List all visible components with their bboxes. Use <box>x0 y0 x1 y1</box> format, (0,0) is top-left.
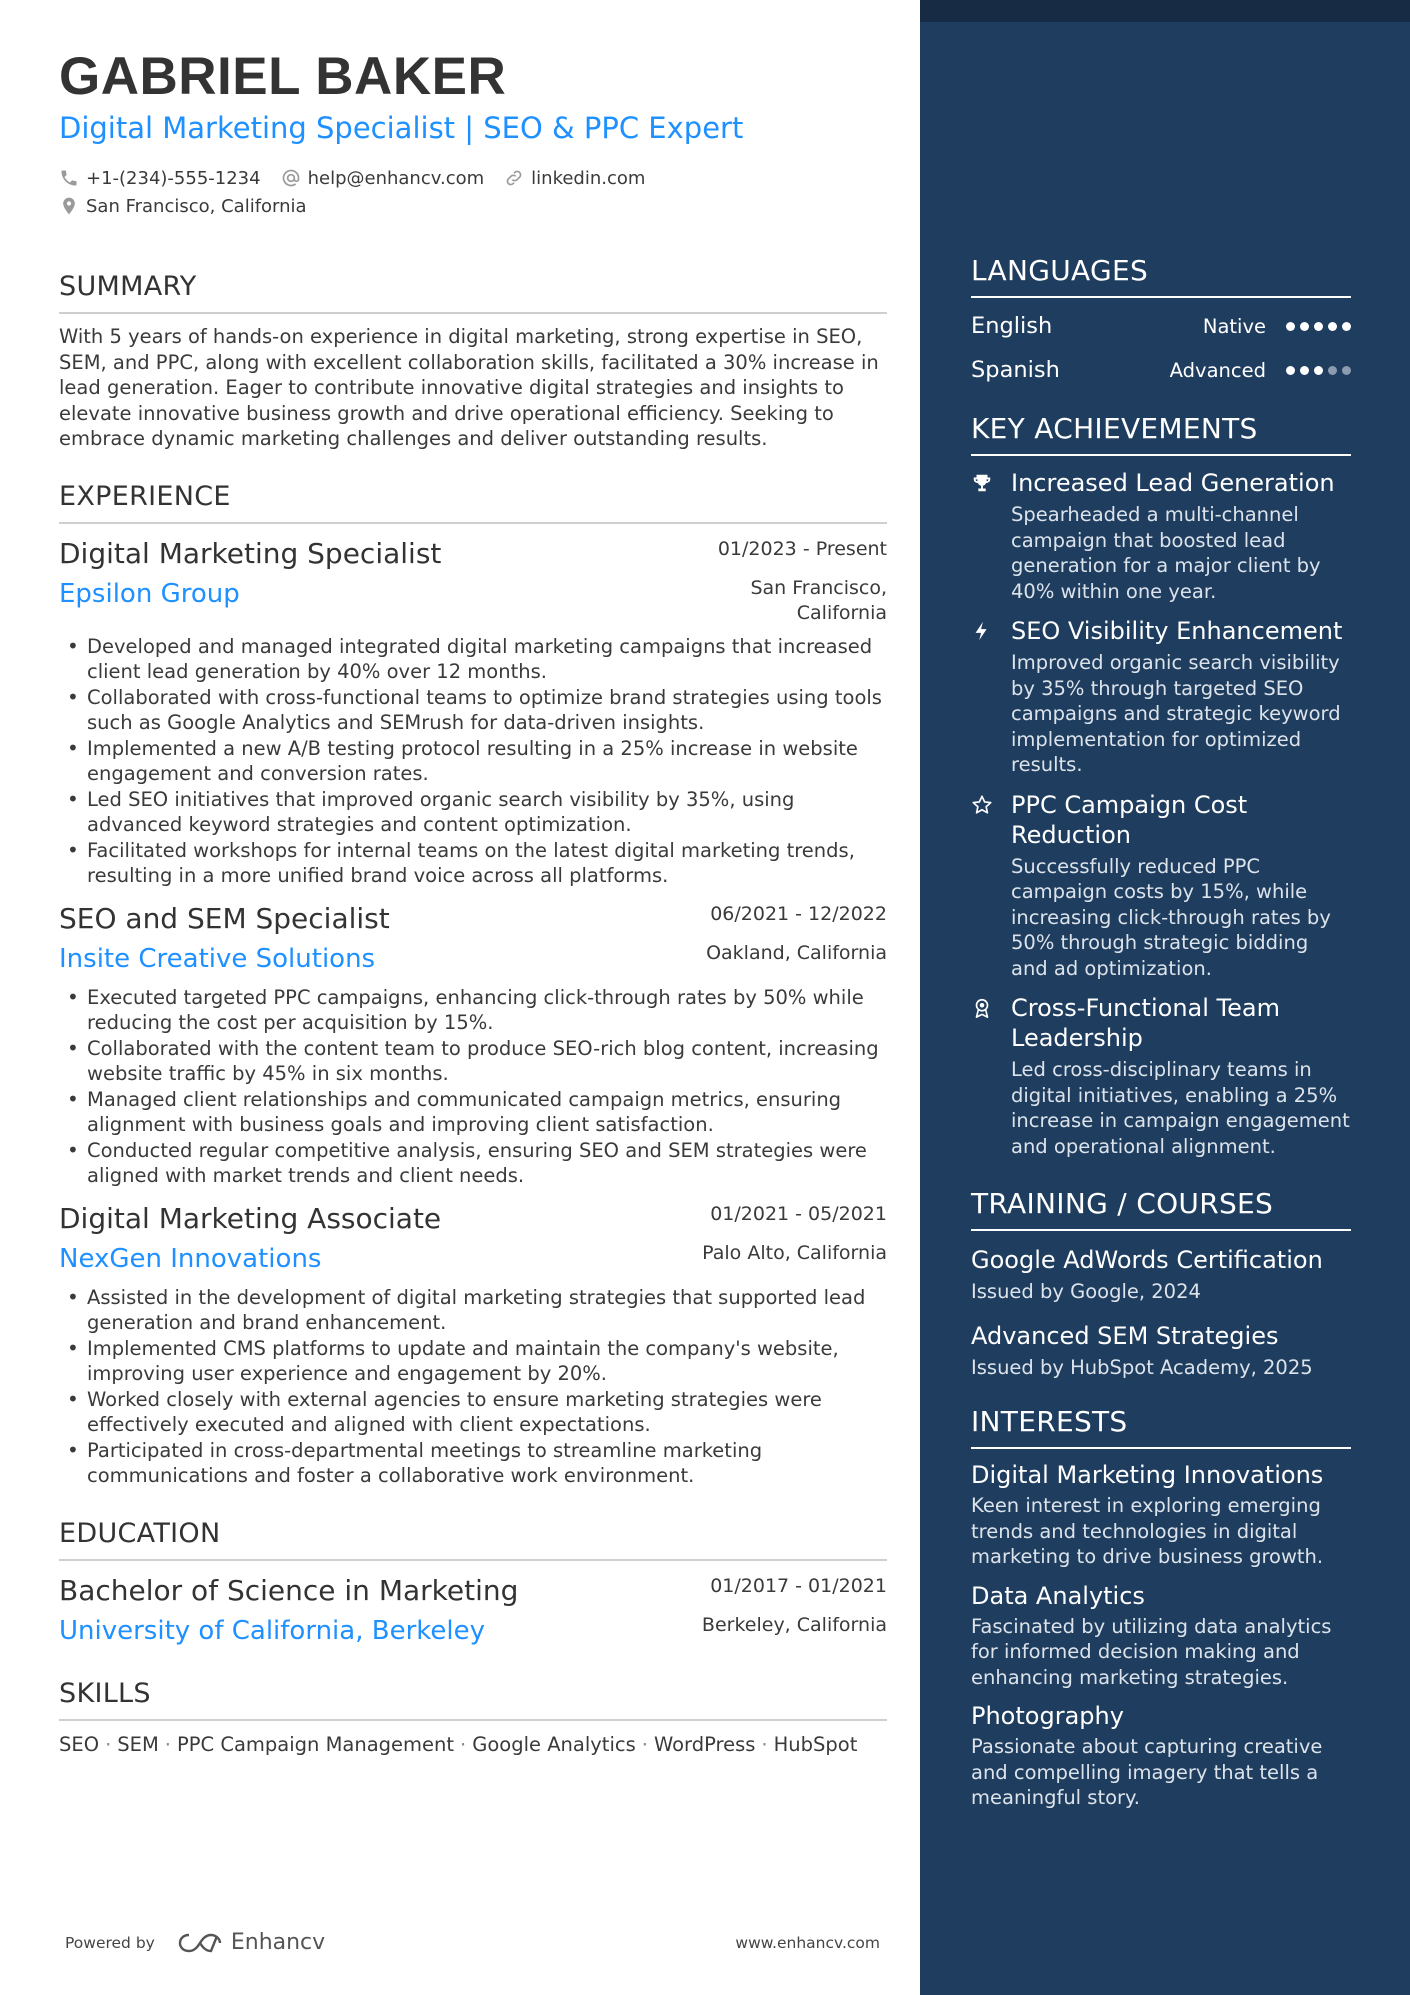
interest-item <box>971 1459 1351 1570</box>
star-icon <box>971 794 993 816</box>
interest-item <box>971 1580 1351 1691</box>
job-location-line2: California <box>796 601 887 624</box>
medal-icon <box>971 997 993 1019</box>
rating-dot <box>1342 322 1351 331</box>
summary-text: With 5 years of hands-on experience in digital marketing, strong expertise in SEO, SEM, and PPC, along with excellent collaboration skills, facilitated a 30% increase in lead generation. Eager to contribute innovative digital strategies and insights to elevate innovative business growth and drive operational efficiency. Seeking to embrace dynamic marketing challenges and deliver outstanding results. <box>59 325 879 450</box>
job-company: Epsilon Group <box>59 578 240 609</box>
skill-item: WordPress <box>653 1732 756 1756</box>
candidate-name: GABRIEL BAKER <box>59 47 507 106</box>
job-company: Insite Creative Solutions <box>59 943 376 974</box>
footer <box>65 1930 880 1955</box>
interests-heading: INTERESTS <box>971 1405 1351 1449</box>
email-contact[interactable] <box>281 168 485 189</box>
rating-dot <box>1300 322 1309 331</box>
course-issuer: Issued by HubSpot Academy, 2025 <box>971 1356 1313 1379</box>
course-name: Advanced SEM Strategies <box>971 1322 1279 1350</box>
interests-list <box>971 1459 1351 1811</box>
at-icon <box>281 168 301 188</box>
achievement-item <box>971 790 1351 982</box>
education-entry <box>59 1571 887 1649</box>
job-location: Palo Alto, California <box>702 1241 887 1264</box>
language-rating <box>1286 322 1351 331</box>
interest-item <box>971 1700 1351 1811</box>
school: University of California, Berkeley <box>59 1615 485 1646</box>
interest-desc: Fascinated by utilizing data analytics for informed decision making and enhancing marketing strategies. <box>971 1614 1332 1689</box>
language-name: Spanish <box>971 357 1060 383</box>
job-bullets <box>59 634 887 889</box>
job-entry <box>59 899 887 1189</box>
skill-item: HubSpot <box>773 1732 858 1756</box>
language-rating <box>1286 366 1351 375</box>
job-bullet: • Assisted in the development of digital marketing strategies that supported lead generation and brand enhancement. <box>59 1285 887 1336</box>
rating-dot <box>1300 366 1309 375</box>
achievement-desc: Spearheaded a multi-channel campaign that boosted lead generation for a major client by 40% within one year. <box>1011 503 1321 603</box>
footer-url[interactable]: www.enhancv.com <box>735 1933 880 1952</box>
powered-by <box>65 1930 325 1955</box>
achievements-heading: KEY ACHIEVEMENTS <box>971 412 1351 456</box>
summary-heading: SUMMARY <box>59 270 887 314</box>
job-bullet: • Executed targeted PPC campaigns, enhancing click-through rates by 50% while reducing the cost per acquisition by 15%. <box>59 985 887 1036</box>
job-dates: 06/2021 - 12/2022 <box>710 902 887 925</box>
language-item <box>971 348 1351 392</box>
languages-list <box>971 304 1351 392</box>
enhancv-logo-icon <box>177 1931 223 1955</box>
interest-desc: Passionate about capturing creative and compelling imagery that tells a meaningful story. <box>971 1735 1323 1809</box>
training-list <box>971 1243 1351 1383</box>
location-contact <box>59 196 307 217</box>
skills-list: SEO · SEM · PPC Campaign Management · Google Analytics · WordPress · HubSpot <box>59 1732 858 1756</box>
job-dates: 01/2021 - 05/2021 <box>710 1202 887 1225</box>
job-location-line1: San Francisco, <box>750 576 887 599</box>
sidebar <box>920 0 1410 1995</box>
job-bullet: • Conducted regular competitive analysis, ensuring SEO and SEM strategies were aligned with market trends and client needs. <box>59 1138 887 1189</box>
achievement-title: Cross-Functional Team Leadership <box>1011 994 1280 1052</box>
language-name: English <box>971 313 1053 339</box>
job-role: Digital Marketing Associate <box>59 1201 442 1235</box>
job-entry <box>59 1199 887 1489</box>
education-heading: EDUCATION <box>59 1517 887 1561</box>
main-column <box>59 44 887 1756</box>
achievement-desc: Led cross-disciplinary teams in digital initiatives, enabling a 25% increase in campaign engagement and operational alignment. <box>1011 1058 1350 1158</box>
linkedin-text[interactable]: linkedin.com <box>531 167 646 189</box>
job-bullet: • Facilitated workshops for internal teams on the latest digital marketing trends, resulting in a more unified brand voice across all platforms. <box>59 838 887 889</box>
job-bullet: • Implemented CMS platforms to update and maintain the company's website, improving user experience and engagement by 20%. <box>59 1336 887 1387</box>
location-pin-icon <box>59 196 79 216</box>
achievement-title: SEO Visibility Enhancement <box>1011 617 1343 645</box>
lightning-icon <box>971 620 993 642</box>
achievements-list <box>971 468 1351 1159</box>
phone-text: +1-(234)-555-1234 <box>86 167 261 189</box>
achievement-title: PPC Campaign Cost Reduction <box>1011 790 1248 849</box>
achievement-title: Increased Lead Generation <box>1011 469 1335 497</box>
course-issuer: Issued by Google, 2024 <box>971 1280 1201 1303</box>
rating-dot <box>1314 322 1323 331</box>
achievement-item <box>971 993 1351 1159</box>
experience-heading: EXPERIENCE <box>59 480 887 524</box>
contact-info <box>59 164 887 220</box>
phone-icon <box>59 168 79 188</box>
job-bullet: • Developed and managed integrated digital marketing campaigns that increased client lead generation by 40% over 12 months. <box>59 634 887 685</box>
achievement-desc: Improved organic search visibility by 35% through targeted SEO campaigns and strategic keyword implementation for optimized results. <box>1011 651 1341 776</box>
job-bullet: • Worked closely with external agencies to ensure marketing strategies were effectively executed and aligned with client expectations. <box>59 1387 887 1438</box>
job-dates: 01/2023 - Present <box>717 537 887 560</box>
interest-name: Digital Marketing Innovations <box>971 1461 1324 1489</box>
achievement-desc: Successfully reduced PPC campaign costs by 15%, while increasing click-through rates by 50% through strategic bidding and ad optimization. <box>1011 854 1331 980</box>
job-bullets <box>59 985 887 1189</box>
achievement-item <box>971 616 1351 778</box>
job-bullet: • Participated in cross-departmental meetings to streamline marketing communications and foster a collaborative work environment. <box>59 1438 887 1489</box>
skill-item: SEO <box>59 1732 100 1756</box>
course-name: Google AdWords Certification <box>971 1246 1323 1274</box>
skill-item: Google Analytics <box>472 1732 636 1756</box>
skill-item: SEM <box>117 1732 159 1756</box>
job-bullet: • Collaborated with the content team to produce SEO-rich blog content, increasing website traffic by 45% in six months. <box>59 1036 887 1087</box>
rating-dot <box>1286 366 1295 375</box>
interest-name: Data Analytics <box>971 1581 1145 1610</box>
job-bullet: • Managed client relationships and communicated campaign metrics, ensuring alignment with business goals and improving client satisfaction. <box>59 1087 887 1138</box>
rating-dot <box>1314 366 1323 375</box>
linkedin-contact[interactable] <box>504 168 645 189</box>
language-level: Native <box>1202 314 1266 338</box>
job-bullets <box>59 1285 887 1489</box>
powered-by-label: Powered by <box>65 1933 155 1952</box>
job-location: Oakland, California <box>706 941 887 964</box>
interest-desc: Keen interest in exploring emerging trends and technologies in digital marketing to drive business growth. <box>971 1494 1324 1568</box>
achievement-item <box>971 468 1351 604</box>
interest-name: Photography <box>971 1702 1124 1730</box>
job-role: Digital Marketing Specialist <box>59 536 442 570</box>
job-bullet: • Led SEO initiatives that improved organic search visibility by 35%, using advanced keyword strategies and content optimization. <box>59 787 887 838</box>
course-item <box>971 1319 1351 1383</box>
rating-dot <box>1328 322 1337 331</box>
location-text: San Francisco, California <box>86 195 307 217</box>
job-bullet: • Implemented a new A/B testing protocol resulting in a 25% increase in website engagement and conversion rates. <box>59 736 887 787</box>
link-icon <box>504 168 524 188</box>
job-bullet: • Collaborated with cross-functional teams to optimize brand strategies using tools such as Google Analytics and SEMrush for data-driven insights. <box>59 685 887 736</box>
training-heading: TRAINING / COURSES <box>971 1187 1351 1231</box>
job-company: NexGen Innovations <box>59 1243 322 1274</box>
rating-dot <box>1286 322 1295 331</box>
education-location: Berkeley, California <box>701 1613 887 1636</box>
education-dates: 01/2017 - 01/2021 <box>710 1574 887 1597</box>
sidebar-content <box>971 254 1351 1811</box>
enhancv-logo[interactable] <box>177 1930 325 1955</box>
job-entry <box>59 534 887 889</box>
skills-heading: SKILLS <box>59 1677 887 1721</box>
degree: Bachelor of Science in Marketing <box>59 1573 519 1607</box>
email-text[interactable]: help@enhancv.com <box>307 167 485 189</box>
enhancv-wordmark: Enhancv <box>230 1930 326 1955</box>
languages-heading: LANGUAGES <box>971 254 1351 298</box>
skill-item: PPC Campaign Management <box>177 1732 455 1756</box>
job-location <box>750 576 887 626</box>
candidate-headline: Digital Marketing Specialist | SEO & PPC Expert <box>59 111 744 145</box>
job-role: SEO and SEM Specialist <box>59 901 390 935</box>
language-level: Advanced <box>1169 358 1266 382</box>
sidebar-top-band <box>920 0 1410 22</box>
rating-dot <box>1328 366 1337 375</box>
rating-dot <box>1342 366 1351 375</box>
trophy-icon <box>971 472 993 494</box>
phone-contact <box>59 168 261 189</box>
course-item <box>971 1243 1351 1307</box>
language-item <box>971 304 1351 348</box>
